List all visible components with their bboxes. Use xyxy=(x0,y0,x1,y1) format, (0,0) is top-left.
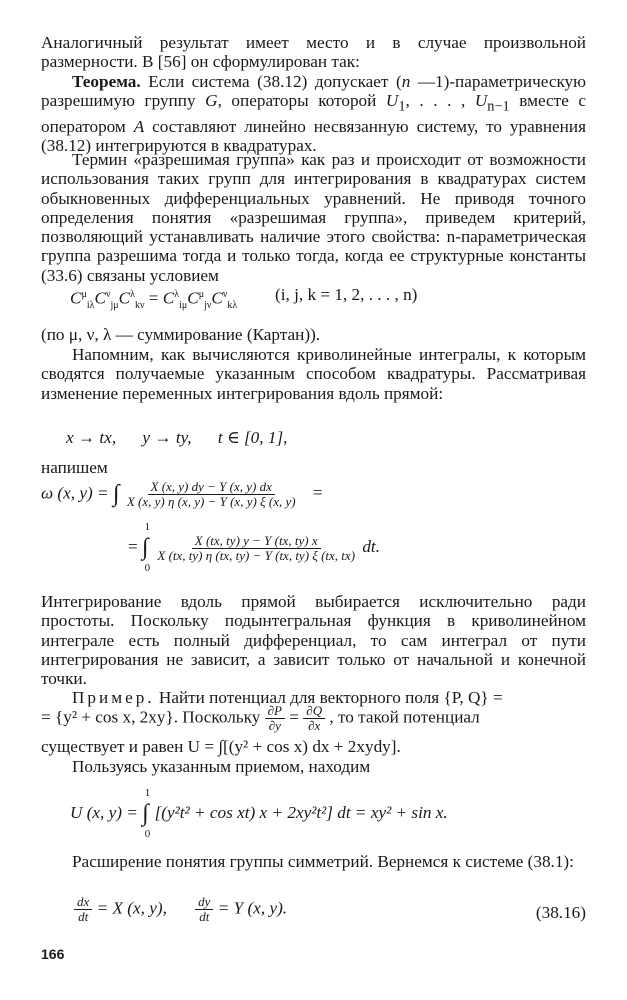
theorem-paragraph xyxy=(41,72,586,156)
formula4-body: [(y²t² + cos xt) x + 2xy²t²] dt = xy² + sin x. xyxy=(154,802,448,822)
theorem-label: Теорема. xyxy=(72,72,141,91)
theorem-text-a: Если система (38.12) допускает ( xyxy=(148,72,402,91)
formula1-rhs-c: C xyxy=(162,288,175,308)
formula-system xyxy=(74,895,586,931)
paragraph-extension: Расширение понятия группы симметрий. Вернемся к системе (38.1): xyxy=(72,852,574,871)
formula4-upper: 1 xyxy=(144,787,151,799)
formula5-label: (38.16) xyxy=(535,903,586,922)
paragraph-integration-line: Интегрирование вдоль прямой выбирается исключительно ради простоты. Поскольку подынтегральная функция в криволинейном интеграле есть полный дифференциал, то сам интеграл от пути интегрирования не зависит, а зависит только от начальной и конечной точки. xyxy=(41,592,586,689)
example-label: Пример. xyxy=(72,688,155,707)
formula-omega: ω (x, y) = ∫ $\frac{X (x, y) dy - Y (x, y) dx}{X (x, y) \eta (x, y) - Y (x, y) \xi (x, y)}$ = xyxy=(41,479,323,509)
example-line-2 xyxy=(41,704,586,736)
formula-structure-constants: $C^\mu_{i\lambda}C^\nu_{j\mu}C^\lambda_{k\nu} = C^\lambda_{i\mu}C^\mu_{j\nu}C^\nu_{k\lambda}$ (i, j, k = 1, 2, . . . , n) xyxy=(70,285,418,312)
formula4-lower: 0 xyxy=(144,828,151,840)
formula5-dt2: dt xyxy=(199,909,210,924)
example-dpdy xyxy=(265,704,285,733)
theorem-g: G xyxy=(205,91,218,111)
formula5-rhs2: = Y (x, y). xyxy=(217,898,288,918)
formula4-lhs: U (x, y) = xyxy=(70,802,138,822)
formula3-upper: 1 xyxy=(144,521,151,533)
formula3-den1: X (x, y) η (x, y) − Y (x, y) ξ (x, y) xyxy=(126,494,296,509)
formula5-dx: dx xyxy=(77,894,90,909)
formula1-lhs-c: C xyxy=(70,288,82,308)
example-text-a: Найти потенциал для векторного поля {P, Q} = xyxy=(154,688,503,707)
theorem-un: U xyxy=(474,91,488,111)
page-number: 166 xyxy=(41,946,65,962)
formula3-num2: X (tx, ty) y − Y (tx, ty) x xyxy=(194,532,318,548)
formula5-dt1: dt xyxy=(78,909,89,924)
theorem-dots: , . . . , xyxy=(405,91,475,111)
formula3-num1: X (x, y) dy − Y (x, y) dx xyxy=(150,479,272,494)
formula2-a: x → tx, xyxy=(66,428,117,447)
paragraph-summation: (по μ, ν, λ — суммирование (Картан)). xyxy=(41,325,321,344)
formula3-fraction1 xyxy=(124,480,299,509)
theorem-text-d: вместе с оператором xyxy=(41,91,587,137)
theorem-u1: U xyxy=(385,91,399,111)
example-line-3: существует и равен U = ∫[(y² + cos x) dx + 2xydy]. xyxy=(41,737,401,756)
theorem-text-e: составляют линейно несвязанную систему, то уравнения (38.12) интегрируются в квадратурах. xyxy=(41,117,586,156)
paragraph-using-method: Пользуясь указанным приемом, находим xyxy=(72,757,371,776)
example-dq: ∂Q xyxy=(306,703,323,718)
paragraph-intro: Аналогичный результат имеет место и в случае произвольной размерности. В [56] он сформулирован так: xyxy=(41,33,586,72)
formula3-dt: dt. xyxy=(362,536,380,556)
formula3-fraction2 xyxy=(154,534,358,563)
theorem-subn: n−1 xyxy=(487,98,510,115)
formula1-range: (i, j, k = 1, 2, . . . , n) xyxy=(275,285,418,304)
example-text-c: , то такой потенциал xyxy=(329,707,480,727)
theorem-a: A xyxy=(133,117,145,137)
formula2-c: t ∈ [0, 1], xyxy=(217,428,288,447)
formula5-dxdt xyxy=(74,895,92,924)
formula3-lhs: ω (x, y) = xyxy=(41,483,109,503)
example-dp: ∂P xyxy=(267,703,282,718)
example-dy: ∂y xyxy=(268,718,281,733)
formula5-dydt xyxy=(195,895,213,924)
theorem-text-b: —1)-параметрическую разрешимую группу xyxy=(41,72,586,111)
paragraph-write: напишем xyxy=(41,458,108,477)
theorem-n: n xyxy=(401,72,411,91)
example-dqdx xyxy=(303,704,325,733)
paragraph-curvilinear: Напомним, как вычисляются криволинейные интегралы, к которым сводятся получаемые указанным способом квадратуры. Рассматривая изменение переменных интегрирования вдоль прямой: xyxy=(41,345,586,403)
formula-substitution xyxy=(66,428,611,447)
formula-omega-2: = ∫ 1 0 $\frac{X (tx, ty) y - Y (tx, ty) x}{X (tx, ty) \eta (tx, ty) - Y (tx, ty) \xi (tx, tx)}$ dt. xyxy=(128,521,380,574)
formula5-rhs1: = X (x, y), xyxy=(96,898,167,918)
paragraph-solvable-group: Термин «разрешимая группа» как раз и происходит от возможности использования таких групп для интегрирования в квадратурах систем обыкновенных дифференциальных уравнений. Не приводя точного определения понятия «разрешимая группа», приведем критерий, позволяющий устанавливать наличие этого свойства: n-параметрическая группа разрешима тогда и только тогда, когда ее структурные константы (33.6) связаны условием xyxy=(41,150,586,285)
formula3-den2: X (tx, ty) η (tx, ty) − Y (tx, ty) ξ (tx, tx) xyxy=(157,547,356,563)
formula3-eq: = xyxy=(312,483,323,503)
formula2-b: y → ty, xyxy=(142,428,192,447)
example-text-b: = {y² + cos x, 2xy}. Поскольку xyxy=(41,707,261,727)
formula-potential: U (x, y) = ∫ 1 0 [(y²t² + cos xt) x + 2xy²t²] dt = xy² + sin x. xyxy=(70,787,448,840)
formula5-dy: dy xyxy=(198,894,211,909)
formula3-lower: 0 xyxy=(144,562,151,574)
example-eq: = xyxy=(289,707,299,727)
theorem-sub1: 1 xyxy=(398,98,406,115)
example-dx: ∂x xyxy=(308,718,321,733)
theorem-text-c: , операторы которой xyxy=(217,91,386,111)
